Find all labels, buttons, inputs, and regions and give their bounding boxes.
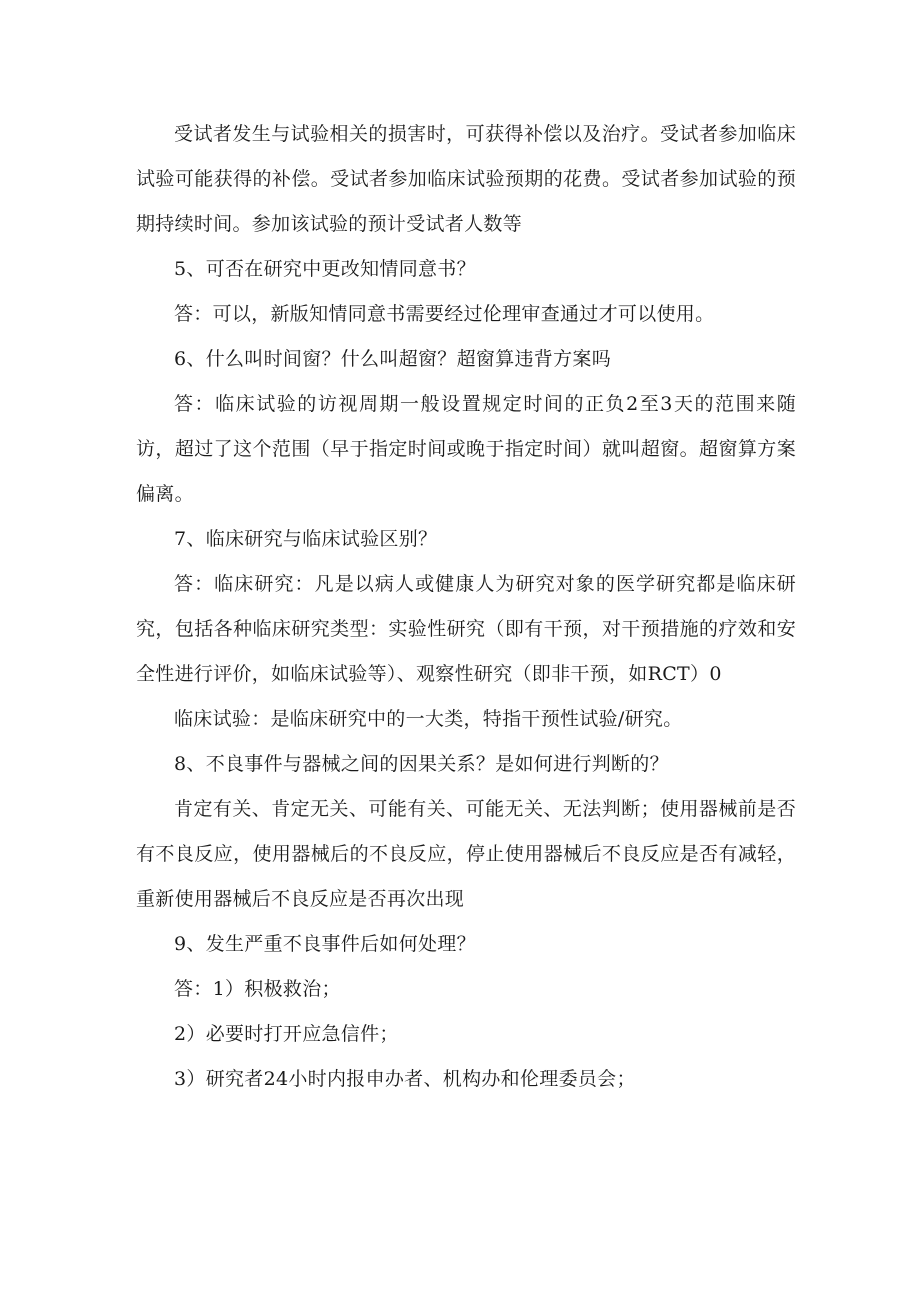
- answer-7-clinical-trial: 临床试验：是临床研究中的一大类，特指干预性试验/研究。: [174, 708, 683, 730]
- answer-7-clinical-research: 答：临床研究：凡是以病人或健康人为研究对象的医学研究都是临床研究，包括各种临床研究类型：实验性研究（即有干预，对干预措施的疗效和安全性进行评价，如临床试验等）、观察性研究（即非干预，如RCT）0: [136, 573, 796, 685]
- answer-9-step-3: 3）研究者24小时内报申办者、机构办和伦理委员会；: [174, 1068, 636, 1090]
- answer-9-step-2: 2）必要时打开应急信件；: [174, 1023, 399, 1045]
- question-9: 9、发生严重不良事件后如何处理？: [174, 933, 476, 955]
- answer-5: 答：可以，新版知情同意书需要经过伦理审查通过才可以使用。: [174, 303, 715, 325]
- document-page: [136, 112, 796, 1102]
- question-8: 8、不良事件与器械之间的因果关系？是如何进行判断的？: [174, 753, 669, 775]
- answer-6: 答：临床试验的访视周期一般设置规定时间的正负2至3天的范围来随访，超过了这个范围（早于指定时间或晚于指定时间）就叫超窗。超窗算方案偏离。: [136, 393, 796, 505]
- question-6: 6、什么叫时间窗？什么叫超窗？超窗算违背方案吗: [174, 348, 611, 370]
- answer-9-step-1: 答：1）积极救治；: [174, 978, 341, 1000]
- answer-8: 肯定有关、肯定无关、可能有关、可能无关、无法判断；使用器械前是否有不良反应，使用器械后的不良反应，停止使用器械后不良反应是否有减轻，重新使用器械后不良反应是否再次出现: [136, 798, 796, 910]
- paragraph-compensation: 受试者发生与试验相关的损害时，可获得补偿以及治疗。受试者参加临床试验可能获得的补偿。受试者参加临床试验预期的花费。受试者参加试验的预期持续时间。参加该试验的预计受试者人数等: [136, 123, 796, 235]
- question-5: 5、可否在研究中更改知情同意书？: [174, 258, 476, 280]
- question-7: 7、临床研究与临床试验区别？: [174, 528, 438, 550]
